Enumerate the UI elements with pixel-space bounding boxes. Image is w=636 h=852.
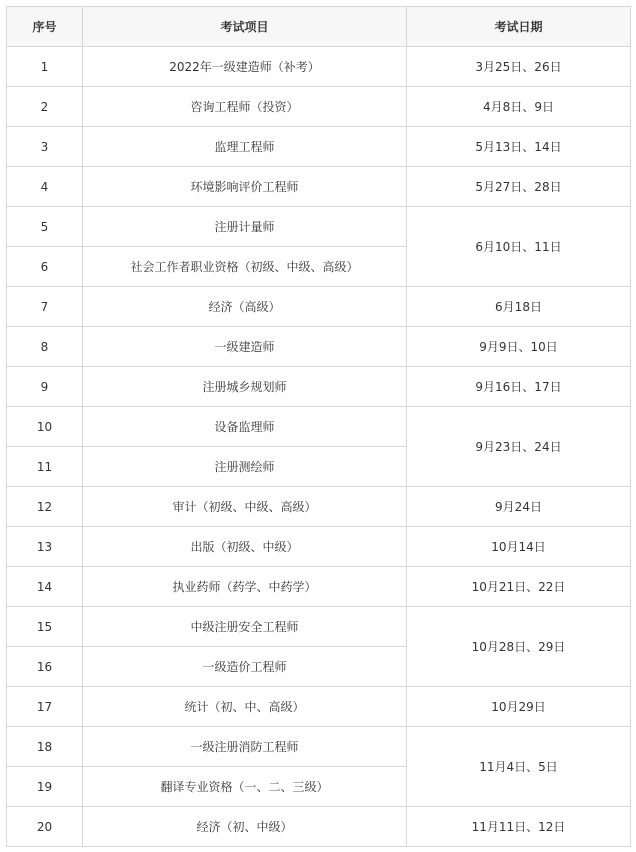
cell-exam-item: 2022年一级建造师（补考） bbox=[83, 47, 407, 87]
table-body bbox=[7, 47, 631, 847]
table-row bbox=[7, 167, 631, 207]
cell-serial-number: 18 bbox=[7, 727, 83, 767]
exam-schedule-table bbox=[6, 6, 631, 847]
cell-serial-number: 9 bbox=[7, 367, 83, 407]
table-row bbox=[7, 127, 631, 167]
table-row bbox=[7, 687, 631, 727]
cell-exam-date: 10月14日 bbox=[407, 527, 631, 567]
cell-exam-date: 3月25日、26日 bbox=[407, 47, 631, 87]
cell-serial-number: 5 bbox=[7, 207, 83, 247]
cell-exam-item: 出版（初级、中级） bbox=[83, 527, 407, 567]
cell-exam-item: 一级建造师 bbox=[83, 327, 407, 367]
cell-exam-date: 9月9日、10日 bbox=[407, 327, 631, 367]
cell-serial-number: 4 bbox=[7, 167, 83, 207]
cell-serial-number: 19 bbox=[7, 767, 83, 807]
cell-serial-number: 16 bbox=[7, 647, 83, 687]
table-row bbox=[7, 87, 631, 127]
cell-serial-number: 14 bbox=[7, 567, 83, 607]
cell-exam-item: 一级注册消防工程师 bbox=[83, 727, 407, 767]
table-header-row bbox=[7, 7, 631, 47]
cell-exam-item: 一级造价工程师 bbox=[83, 647, 407, 687]
cell-exam-item: 设备监理师 bbox=[83, 407, 407, 447]
cell-exam-date: 11月11日、12日 bbox=[407, 807, 631, 847]
cell-exam-date: 9月23日、24日 bbox=[407, 407, 631, 487]
cell-exam-date: 9月24日 bbox=[407, 487, 631, 527]
cell-exam-date: 10月29日 bbox=[407, 687, 631, 727]
cell-exam-date: 6月10日、11日 bbox=[407, 207, 631, 287]
cell-serial-number: 13 bbox=[7, 527, 83, 567]
cell-exam-item: 咨询工程师（投资） bbox=[83, 87, 407, 127]
cell-serial-number: 3 bbox=[7, 127, 83, 167]
header-exam-item: 考试项目 bbox=[83, 7, 407, 47]
cell-serial-number: 7 bbox=[7, 287, 83, 327]
cell-exam-item: 翻译专业资格（一、二、三级） bbox=[83, 767, 407, 807]
table-row bbox=[7, 287, 631, 327]
cell-exam-item: 审计（初级、中级、高级） bbox=[83, 487, 407, 527]
table-row bbox=[7, 567, 631, 607]
cell-exam-date: 10月28日、29日 bbox=[407, 607, 631, 687]
cell-exam-date: 6月18日 bbox=[407, 287, 631, 327]
cell-serial-number: 6 bbox=[7, 247, 83, 287]
cell-exam-item: 统计（初、中、高级） bbox=[83, 687, 407, 727]
cell-serial-number: 2 bbox=[7, 87, 83, 127]
table-row bbox=[7, 207, 631, 247]
cell-exam-item: 经济（高级） bbox=[83, 287, 407, 327]
header-serial-number: 序号 bbox=[7, 7, 83, 47]
cell-exam-date: 10月21日、22日 bbox=[407, 567, 631, 607]
cell-exam-item: 注册计量师 bbox=[83, 207, 407, 247]
cell-serial-number: 10 bbox=[7, 407, 83, 447]
cell-exam-item: 注册测绘师 bbox=[83, 447, 407, 487]
exam-schedule-container bbox=[6, 6, 631, 847]
cell-exam-item: 中级注册安全工程师 bbox=[83, 607, 407, 647]
cell-serial-number: 11 bbox=[7, 447, 83, 487]
cell-serial-number: 17 bbox=[7, 687, 83, 727]
table-row bbox=[7, 527, 631, 567]
table-row bbox=[7, 327, 631, 367]
table-row bbox=[7, 487, 631, 527]
cell-exam-item: 执业药师（药学、中药学） bbox=[83, 567, 407, 607]
cell-exam-item: 社会工作者职业资格（初级、中级、高级） bbox=[83, 247, 407, 287]
header-exam-date: 考试日期 bbox=[407, 7, 631, 47]
cell-exam-date: 9月16日、17日 bbox=[407, 367, 631, 407]
cell-exam-item: 注册城乡规划师 bbox=[83, 367, 407, 407]
table-row bbox=[7, 367, 631, 407]
cell-serial-number: 1 bbox=[7, 47, 83, 87]
cell-serial-number: 8 bbox=[7, 327, 83, 367]
cell-exam-date: 4月8日、9日 bbox=[407, 87, 631, 127]
table-row bbox=[7, 807, 631, 847]
table-row bbox=[7, 607, 631, 647]
cell-exam-item: 经济（初、中级） bbox=[83, 807, 407, 847]
table-row bbox=[7, 727, 631, 767]
table-row bbox=[7, 47, 631, 87]
cell-exam-item: 环境影响评价工程师 bbox=[83, 167, 407, 207]
cell-serial-number: 12 bbox=[7, 487, 83, 527]
table-row bbox=[7, 407, 631, 447]
cell-serial-number: 20 bbox=[7, 807, 83, 847]
cell-exam-date: 5月13日、14日 bbox=[407, 127, 631, 167]
cell-serial-number: 15 bbox=[7, 607, 83, 647]
cell-exam-date: 5月27日、28日 bbox=[407, 167, 631, 207]
cell-exam-item: 监理工程师 bbox=[83, 127, 407, 167]
cell-exam-date: 11月4日、5日 bbox=[407, 727, 631, 807]
